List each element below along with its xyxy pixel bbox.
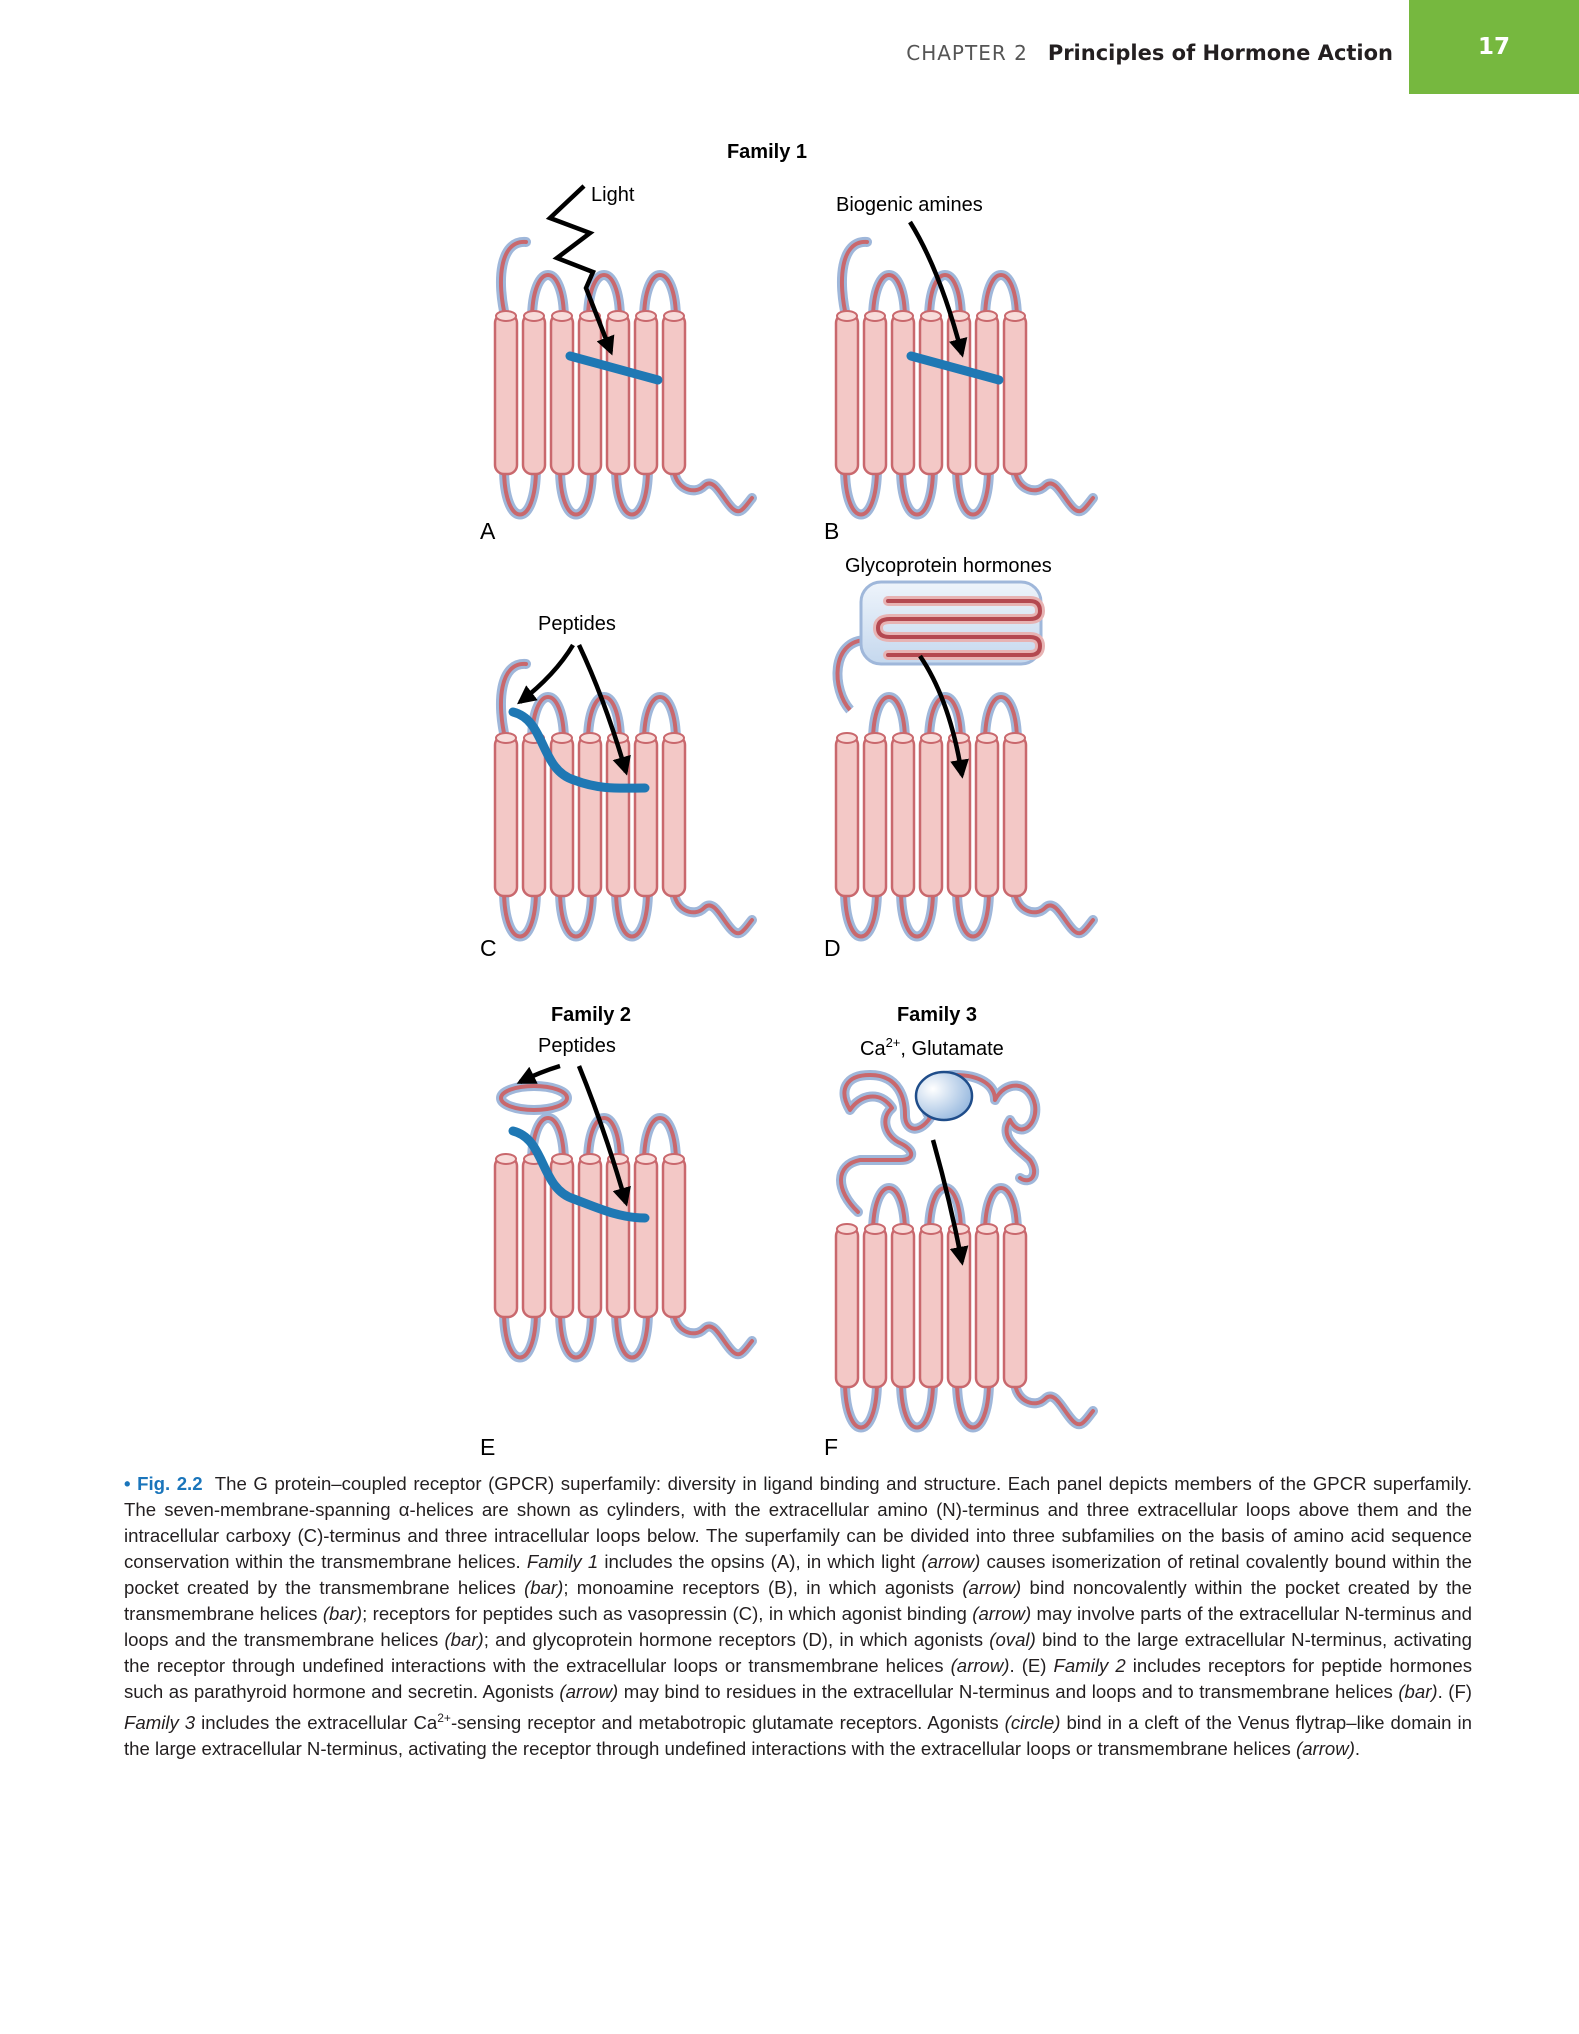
transmembrane-helix bbox=[607, 736, 629, 896]
transmembrane-helix bbox=[635, 736, 657, 896]
helix-cap bbox=[664, 1154, 684, 1164]
helix-cap bbox=[636, 311, 656, 321]
family3-heading: Family 3 bbox=[896, 1004, 978, 1026]
transmembrane-helix bbox=[976, 1227, 998, 1387]
panel-letter-b: B bbox=[824, 518, 840, 544]
transmembrane-helix bbox=[579, 1157, 601, 1317]
helix-cap bbox=[552, 733, 572, 743]
helix-cap bbox=[552, 1154, 572, 1164]
panel-letter-a: A bbox=[480, 518, 496, 544]
transmembrane-helix bbox=[892, 736, 914, 896]
caption-bar-term: (bar) bbox=[322, 1603, 363, 1624]
helix-cap bbox=[580, 1154, 600, 1164]
transmembrane-helix bbox=[635, 1157, 657, 1317]
helix-cap bbox=[865, 311, 885, 321]
transmembrane-helix bbox=[523, 736, 545, 896]
helix-cap bbox=[977, 1224, 997, 1234]
helix-cap bbox=[893, 733, 913, 743]
transmembrane-helix bbox=[892, 1227, 914, 1387]
transmembrane-helix bbox=[495, 1157, 517, 1317]
helix-cap bbox=[921, 733, 941, 743]
transmembrane-helix bbox=[864, 736, 886, 896]
transmembrane-helix bbox=[1004, 314, 1026, 474]
transmembrane-helix bbox=[864, 1227, 886, 1387]
caption-bar-term: (bar) bbox=[444, 1629, 484, 1650]
transmembrane-helix bbox=[663, 736, 685, 896]
caption-text: causes isomerization of retinal covalently bound within the pocket created by the transmembrane helices bbox=[124, 1551, 1472, 1598]
caption-text: includes the extracellular Ca bbox=[201, 1712, 438, 1734]
helix-cap bbox=[1005, 311, 1025, 321]
helix-cap bbox=[837, 733, 857, 743]
agonist-oval bbox=[916, 1072, 972, 1120]
transmembrane-helix bbox=[836, 314, 858, 474]
transmembrane-helix bbox=[495, 314, 517, 474]
helix-cap bbox=[636, 733, 656, 743]
caption-text: bind noncovalently within the pocket created by the transmembrane helices bbox=[124, 1577, 1472, 1624]
caption-text: ; receptors for peptides such as vasopressin (C), in which agonist binding bbox=[362, 1603, 967, 1624]
helix-cap bbox=[865, 733, 885, 743]
caption-bar-term: (bar) bbox=[1398, 1681, 1438, 1702]
transmembrane-helix bbox=[892, 314, 914, 474]
receptor-group bbox=[495, 242, 1093, 1428]
helix-cap bbox=[496, 733, 516, 743]
transmembrane-helix bbox=[495, 736, 517, 896]
transmembrane-helix bbox=[920, 314, 942, 474]
transmembrane-helix bbox=[836, 736, 858, 896]
caption-text: may involve parts of the extracellular N-terminus and loops and the transmembrane helices bbox=[124, 1603, 1472, 1650]
transmembrane-helix bbox=[551, 314, 573, 474]
caption-oval-term: (oval) bbox=[989, 1629, 1036, 1650]
caption-arrow-term: (arrow) bbox=[921, 1551, 981, 1572]
caption-text: ; and glycoprotein hormone receptors (D), in which agonists bbox=[483, 1629, 984, 1650]
transmembrane-helix bbox=[836, 1227, 858, 1387]
helix-cap bbox=[1005, 1224, 1025, 1234]
transmembrane-helix bbox=[523, 314, 545, 474]
caption-superscript: 2+ bbox=[437, 1711, 451, 1725]
helix-cap bbox=[580, 733, 600, 743]
caption-text: may bind to residues in the extracellular N-terminus and loops and to transmembrane helices bbox=[623, 1681, 1393, 1702]
family2-heading: Family 2 bbox=[550, 1004, 632, 1026]
panel-letter-f: F bbox=[824, 1434, 839, 1460]
helix-cap bbox=[949, 1224, 969, 1234]
ligand-label-glycoprotein-hormones: Glycoprotein hormones bbox=[845, 555, 1052, 577]
caption-text: ; monoamine receptors (B), in which agonists bbox=[563, 1577, 955, 1598]
figure-number: Fig. 2.2 bbox=[137, 1473, 203, 1494]
transmembrane-helix bbox=[920, 1227, 942, 1387]
page-number: 17 bbox=[1409, 0, 1579, 94]
helix-cap bbox=[636, 1154, 656, 1164]
caption-arrow-term: (arrow) bbox=[972, 1603, 1032, 1624]
caption-family3: Family 3 bbox=[124, 1712, 196, 1734]
helix-cap bbox=[664, 311, 684, 321]
helix-cap bbox=[608, 311, 628, 321]
panel-letter-d: D bbox=[824, 935, 841, 961]
ligand-label-ca-glutamate: $Ca^{2+}$, Glutamate bbox=[860, 1035, 1004, 1060]
transmembrane-helix bbox=[976, 736, 998, 896]
caption-family2: Family 2 bbox=[1053, 1655, 1126, 1676]
helix-cap bbox=[977, 311, 997, 321]
helix-cap bbox=[893, 311, 913, 321]
caption-text: includes the opsins (A), in which light bbox=[604, 1551, 916, 1572]
caption-text: includes receptors for peptide hormones such as parathyroid hormone and secretin. Agonists bbox=[124, 1655, 1473, 1702]
ligand-label-biogenic-amines: Biogenic amines bbox=[836, 194, 983, 216]
family1-heading: Family 1 bbox=[726, 141, 808, 163]
helix-cap bbox=[524, 311, 544, 321]
transmembrane-helix bbox=[607, 314, 629, 474]
figure-caption bbox=[124, 1471, 1472, 1762]
transmembrane-helix bbox=[1004, 1227, 1026, 1387]
caption-arrow-term: (arrow) bbox=[1296, 1738, 1355, 1760]
ligand-label-light: Light bbox=[591, 184, 635, 206]
panel-letter-e: E bbox=[480, 1434, 496, 1460]
transmembrane-helix bbox=[1004, 736, 1026, 896]
transmembrane-helix bbox=[523, 1157, 545, 1317]
transmembrane-helix bbox=[579, 736, 601, 896]
transmembrane-helix bbox=[663, 1157, 685, 1317]
ligand-label-peptides-c: Peptides bbox=[538, 613, 616, 635]
caption-text: bind in a cleft of the Venus flytrap–like domain in the large extracellular N-terminus, activating the receptor through undefined interactions with the extracellular loops or transmembrane helices bbox=[124, 1712, 1472, 1760]
helix-cap bbox=[496, 311, 516, 321]
helix-cap bbox=[1005, 733, 1025, 743]
helix-cap bbox=[921, 311, 941, 321]
helix-cap bbox=[921, 1224, 941, 1234]
peptide-arrow-e-left bbox=[520, 1066, 560, 1082]
caption-bar-term: (bar) bbox=[524, 1577, 564, 1598]
helix-cap bbox=[977, 733, 997, 743]
caption-family1: Family 1 bbox=[526, 1551, 599, 1572]
transmembrane-helix bbox=[920, 736, 942, 896]
caption-text: . (E) bbox=[1009, 1655, 1047, 1676]
helix-cap bbox=[837, 311, 857, 321]
transmembrane-helix bbox=[579, 314, 601, 474]
helix-cap bbox=[496, 1154, 516, 1164]
helix-cap bbox=[552, 311, 572, 321]
helix-cap bbox=[893, 1224, 913, 1234]
caption-text: The G protein–coupled receptor (GPCR) superfamily: diversity in ligand binding and structure. Each panel depicts members of the GPCR superfamily. The seven-membrane-spanning α-helices are shown as cylinders, with the extracellular amino (N)-terminus and three extracellular loops above them and the intracellular carboxy (C)-terminus and three intracellular loops below. The superfamily can be divided into three subfamilies on the basis of amino acid sequence conservation within the transmembrane helices. bbox=[124, 1473, 1472, 1572]
transmembrane-helix bbox=[976, 314, 998, 474]
helix-cap bbox=[664, 733, 684, 743]
caption-arrow-term: (arrow) bbox=[950, 1655, 1010, 1676]
caption-bullet: • bbox=[124, 1473, 131, 1494]
panel-letter-c: C bbox=[480, 935, 497, 961]
caption-text: bind to the large extracellular N-terminus, activating the receptor through undefined interactions with the extracellular loops or transmembrane helices bbox=[124, 1629, 1472, 1676]
transmembrane-helix bbox=[663, 314, 685, 474]
ligand-label-peptides-e: Peptides bbox=[538, 1035, 616, 1057]
caption-text: . bbox=[1354, 1738, 1361, 1760]
chapter-label: CHAPTER 2 bbox=[906, 41, 1028, 65]
chapter-title: Principles of Hormone Action bbox=[1047, 41, 1393, 65]
caption-text: -sensing receptor and metabotropic glutamate receptors. Agonists bbox=[450, 1712, 999, 1734]
transmembrane-helix bbox=[864, 314, 886, 474]
caption-circle-term: (circle) bbox=[1004, 1712, 1061, 1734]
caption-text: . (F) bbox=[1437, 1681, 1472, 1702]
transmembrane-helix bbox=[635, 314, 657, 474]
caption-arrow-term: (arrow) bbox=[559, 1681, 619, 1702]
helix-cap bbox=[865, 1224, 885, 1234]
caption-arrow-term: (arrow) bbox=[962, 1577, 1022, 1598]
helix-cap bbox=[837, 1224, 857, 1234]
